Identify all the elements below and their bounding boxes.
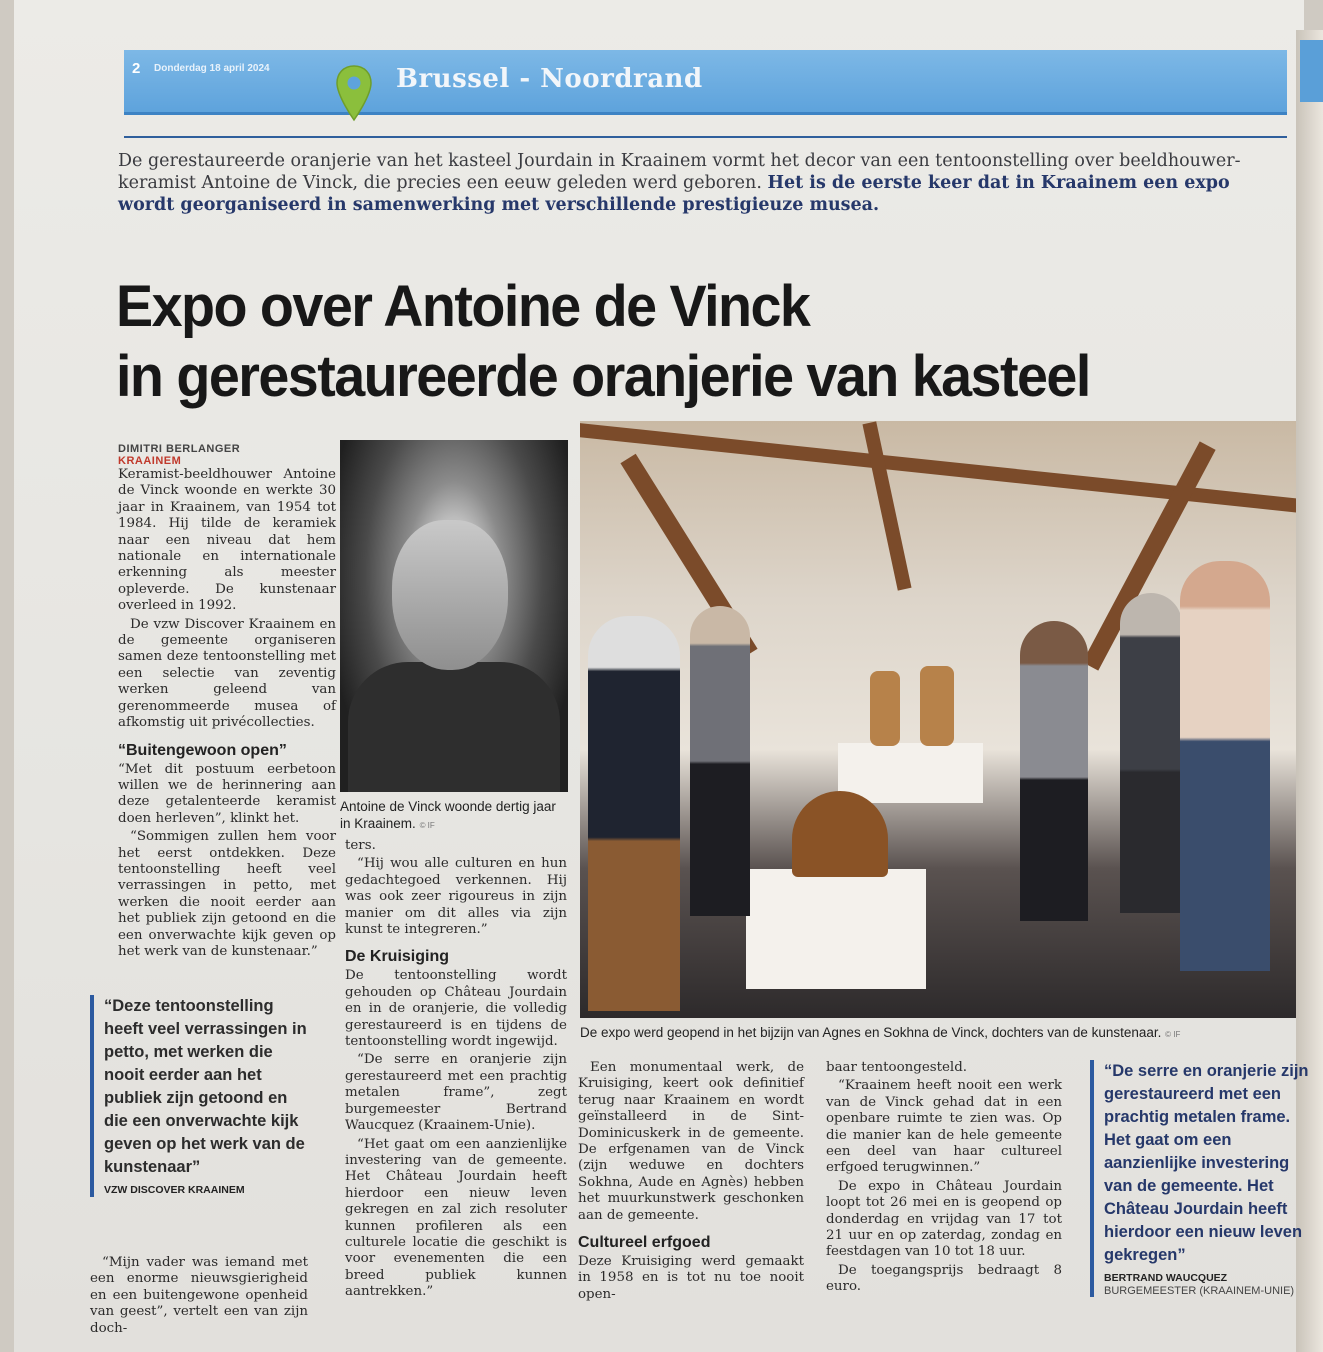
column-1-continued — [90, 1255, 308, 1339]
paragraph: Keramist-beeldhouwer Antoine de Vinck woonde en werkte 30 jaar in Kraainem, van 1954 tot 1984. Hij tilde de keramiek naar een niveau dat hem nationale en internationale erkenning als meester opleverde. De kunstenaar overleed in 1992. — [118, 467, 336, 614]
page-number: 2 — [132, 60, 141, 77]
portrait-photo — [340, 440, 568, 792]
paragraph: “Mijn vader was iemand met een enorme nieuwsgierigheid en een buitengewone openheid van geest”, vertelt een van zijn doch- — [90, 1255, 308, 1336]
subheading: De Kruisiging — [345, 948, 450, 966]
article-headline — [116, 272, 1239, 412]
headline-line-2: in gerestaureerde oranjerie van kasteel — [116, 344, 1090, 409]
column-3 — [578, 1060, 804, 1305]
section-header-bar — [124, 50, 1287, 115]
pull-quote-right — [1090, 1060, 1314, 1297]
exhibition-photo-caption — [580, 1025, 1280, 1040]
subheading: “Buitengewoon open” — [118, 741, 287, 759]
intro-text: De gerestaureerde oranjerie van het kasteel Jourdain in Kraainem vormt het decor van een tentoonstelling over beeldhouwer-keramist Antoine de Vinck, die precies een eeuw geleden werd geboren. — [118, 151, 1241, 193]
paragraph: “Het gaat om een aanzienlijke investering van de gemeente. Het Château Jourdain heeft hierdoor een nieuw leven gekregen en zal zich resoluter kunnen profileren als een culturele locatie die geschikt is voor evenementen die een breed publiek kunnen aantrekken.” — [345, 1136, 567, 1300]
paragraph: De toegangsprijs bedraagt 8 euro. — [826, 1262, 1062, 1295]
photo-credit: © IF — [1165, 1030, 1181, 1039]
caption-text: Antoine de Vinck woonde dertig jaar in Kraainem. — [340, 799, 556, 831]
column-4 — [826, 1060, 1062, 1298]
intro-paragraph — [118, 150, 1268, 216]
paragraph: De tentoonstelling wordt gehouden op Château Jourdain en in de oranjerie, die volledig gerestaureerd is en tijdens de tentoonstelling wordt ingewijd. — [345, 968, 567, 1050]
page-date: Donderdag 18 april 2024 — [154, 63, 270, 74]
paragraph: “Kraainem heeft nooit een werk van de Vinck gehad dat in een openbare ruimte te zien was. Op die manier kan de hele gemeente een deel van haar cultureel erfgoed terugwinnen.” — [826, 1078, 1062, 1176]
paragraph: Een monumentaal werk, de Kruisiging, keert ook definitief terug naar Kraainem en wordt geïnstalleerd in de Sint-Dominicuskerk in de gemeente. De erfgenamen van de Vinck (zijn weduwe en dochters Sokhna, Aude en Agnès) hebben het muurkunstwerk geschonken aan de gemeente. — [578, 1060, 804, 1223]
headline-line-1: Expo over Antoine de Vinck — [116, 274, 810, 339]
location-pin-icon — [334, 64, 374, 124]
paragraph: ters. — [345, 838, 376, 853]
paragraph: “Sommigen zullen hem voor het eerst ontdekken. Deze tentoonstelling heeft veel verrassingen in petto, met werken die nooit eerder aan het publiek zijn getoond en die een onverwachte kijk geven op het werk van de kunstenaar.” — [118, 829, 336, 959]
dateline-place: KRAAINEM — [118, 455, 182, 467]
column-2 — [345, 838, 567, 1303]
paragraph: “Met dit postuum eerbetoon willen we de herinnering aan deze getalenteerde keramist doen herleven”, klinkt het. — [118, 761, 336, 826]
caption-text: De expo werd geopend in het bijzijn van Agnes en Sokhna de Vinck, dochters van de kunstenaar. — [580, 1025, 1162, 1040]
paragraph: Deze Kruisiging werd gemaakt in 1958 en is tot nu toe nooit open- — [578, 1254, 804, 1302]
pull-quote-role: BURGEMEESTER (KRAAINEM-UNIE) — [1104, 1285, 1295, 1297]
pull-quote-text: “Deze tentoonstelling heeft veel verrassingen in petto, met werken die nooit eerder aan het publiek zijn getoond en die een onverwachte kijk geven op het werk van de kunstenaar” — [104, 997, 307, 1176]
portrait-caption — [340, 798, 570, 834]
paragraph: “De serre en oranjerie zijn gerestaureerd met een prachtig metalen frame”, zegt burgemeester Bertrand Waucquez (Kraainem-Unie). — [345, 1052, 567, 1134]
paragraph: “Hij wou alle culturen en hun gedachtegoed verkennen. Hij was ook zeer rigoureus in zijn manier om dit alles via zijn kunst te integreren.” — [345, 856, 567, 938]
intro-emphasis: Het is de eerste keer dat in Kraainem een expo wordt georganiseerd in samenwerking met verschillende prestigieuze musea. — [118, 173, 1230, 215]
pull-quote-text: “De serre en oranjerie zijn gerestaureerd met een prachtig metalen frame. Het gaat om een aanzienlijke investering van de gemeente. Het Château Jourdain heeft hierdoor een nieuw leven gekregen” — [1104, 1062, 1309, 1264]
pull-quote-source: VZW DISCOVER KRAAINEM — [104, 1184, 245, 1196]
paragraph: baar tentoongesteld. — [826, 1060, 968, 1075]
paragraph: De vzw Discover Kraainem en de gemeente organiseren samen deze tentoonstelling met een selectie van zeventig werken geleend van gerenommeerde musea of afkomstig uit privécollecties. — [118, 616, 336, 731]
pull-quote-left — [90, 995, 314, 1197]
exhibition-photo — [580, 421, 1296, 1018]
column-1 — [118, 443, 336, 962]
subheading: Cultureel erfgoed — [578, 1234, 711, 1252]
section-title: Brussel - Noordrand — [396, 64, 703, 94]
next-page-header-edge — [1300, 40, 1323, 102]
author-byline: DIMITRI BERLANGER — [118, 443, 241, 455]
paragraph: De expo in Château Jourdain loopt tot 26 mei en is geopend op donderdag en vrijdag van 17 tot 21 uur en op zaterdag, zondag en feestdagen van 10 tot 18 uur. — [826, 1178, 1062, 1260]
pull-quote-source: BERTRAND WAUCQUEZ — [1104, 1272, 1228, 1284]
header-rule — [124, 136, 1287, 138]
photo-credit: © IF — [419, 821, 435, 830]
